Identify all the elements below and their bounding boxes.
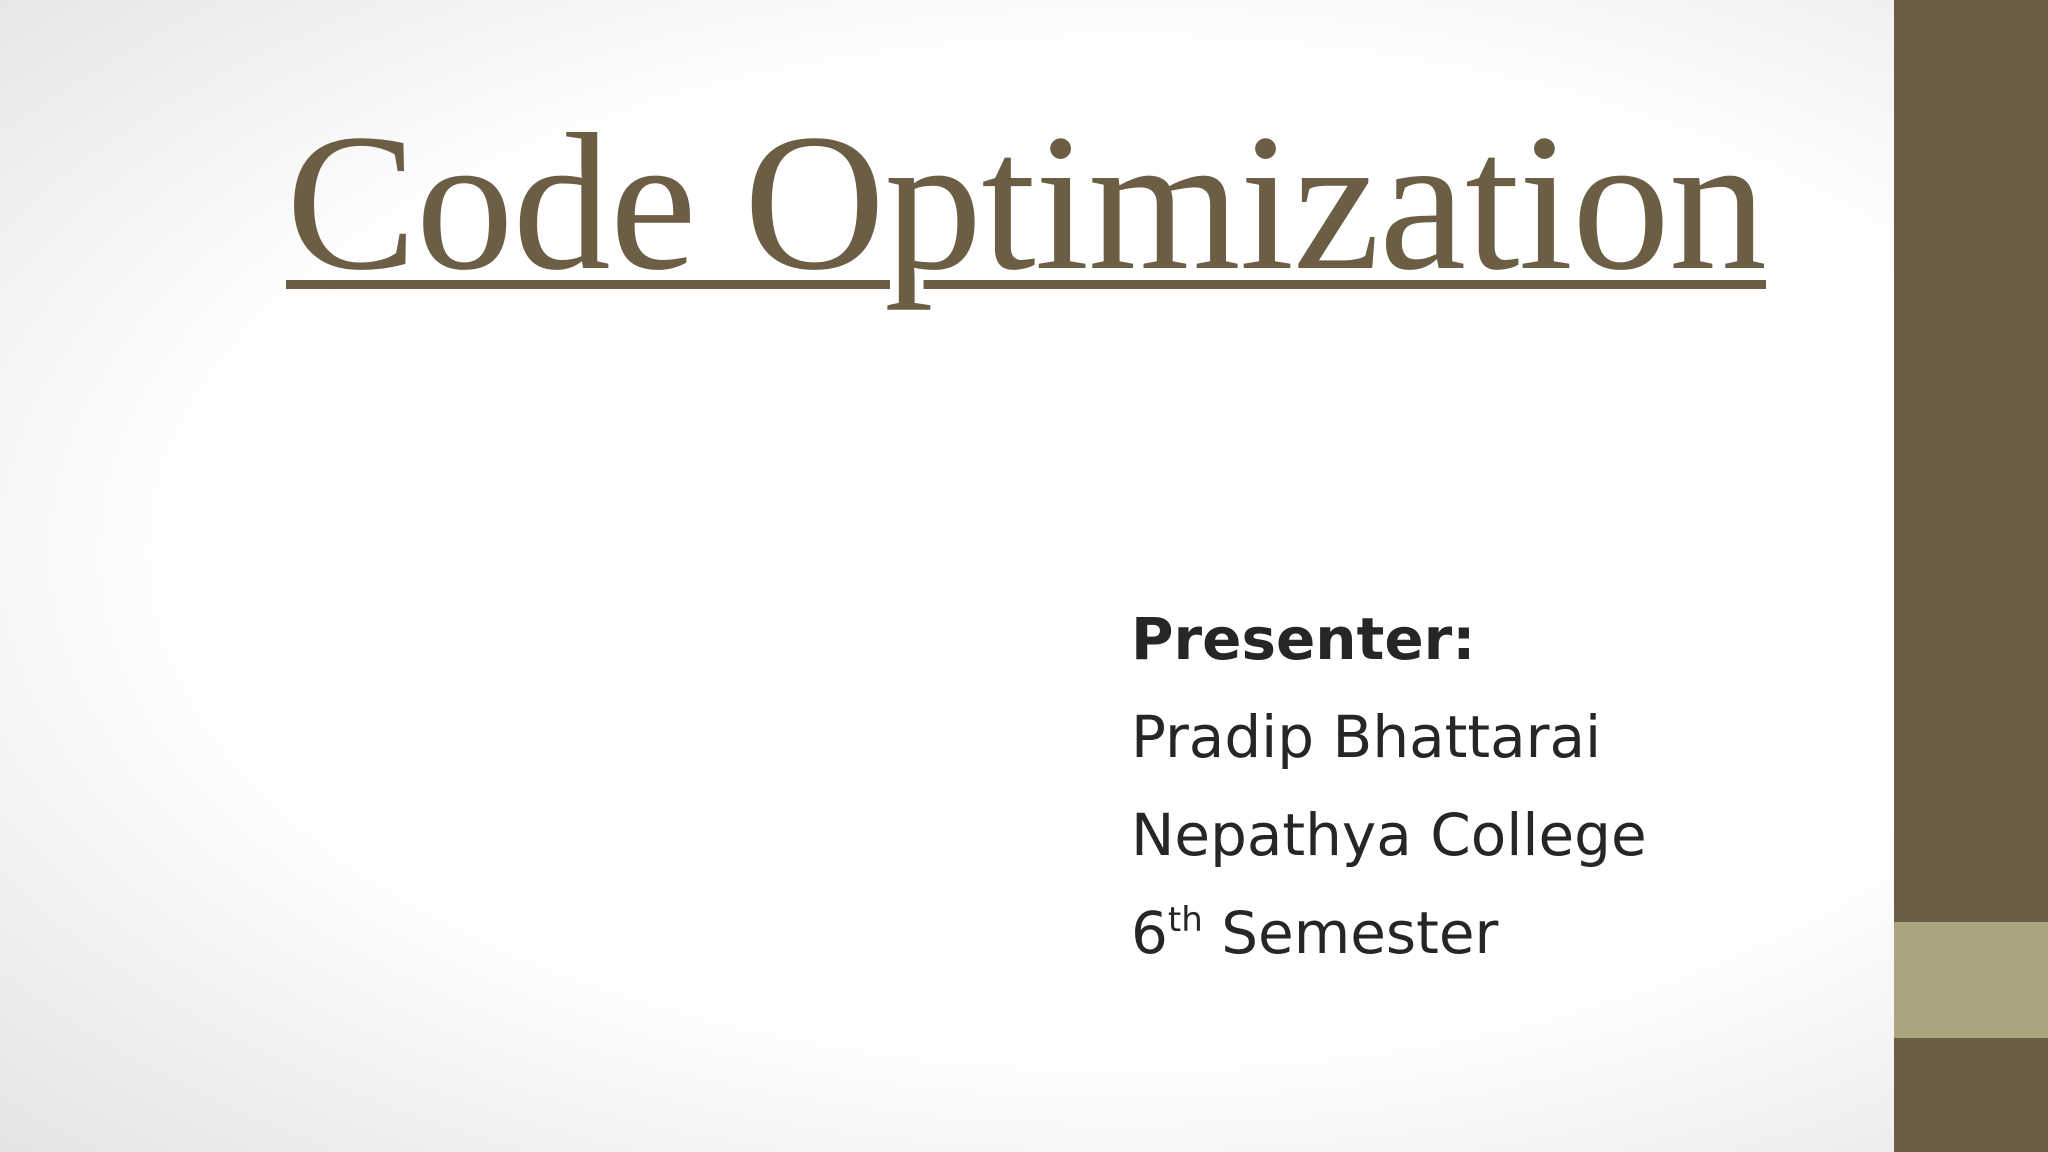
semester-word: Semester bbox=[1221, 899, 1499, 967]
semester-number: 6 bbox=[1131, 899, 1168, 967]
slide-title: Code Optimization bbox=[286, 94, 1766, 311]
semester-suffix: th bbox=[1167, 900, 1203, 940]
college-name: Nepathya College bbox=[1131, 801, 1647, 869]
presenter-name: Pradip Bhattarai bbox=[1131, 703, 1602, 771]
presenter-label: Presenter: bbox=[1131, 605, 1476, 673]
presenter-info bbox=[1131, 590, 1647, 982]
decorative-side-accent bbox=[1894, 922, 2048, 1038]
semester-line bbox=[1131, 884, 1647, 982]
